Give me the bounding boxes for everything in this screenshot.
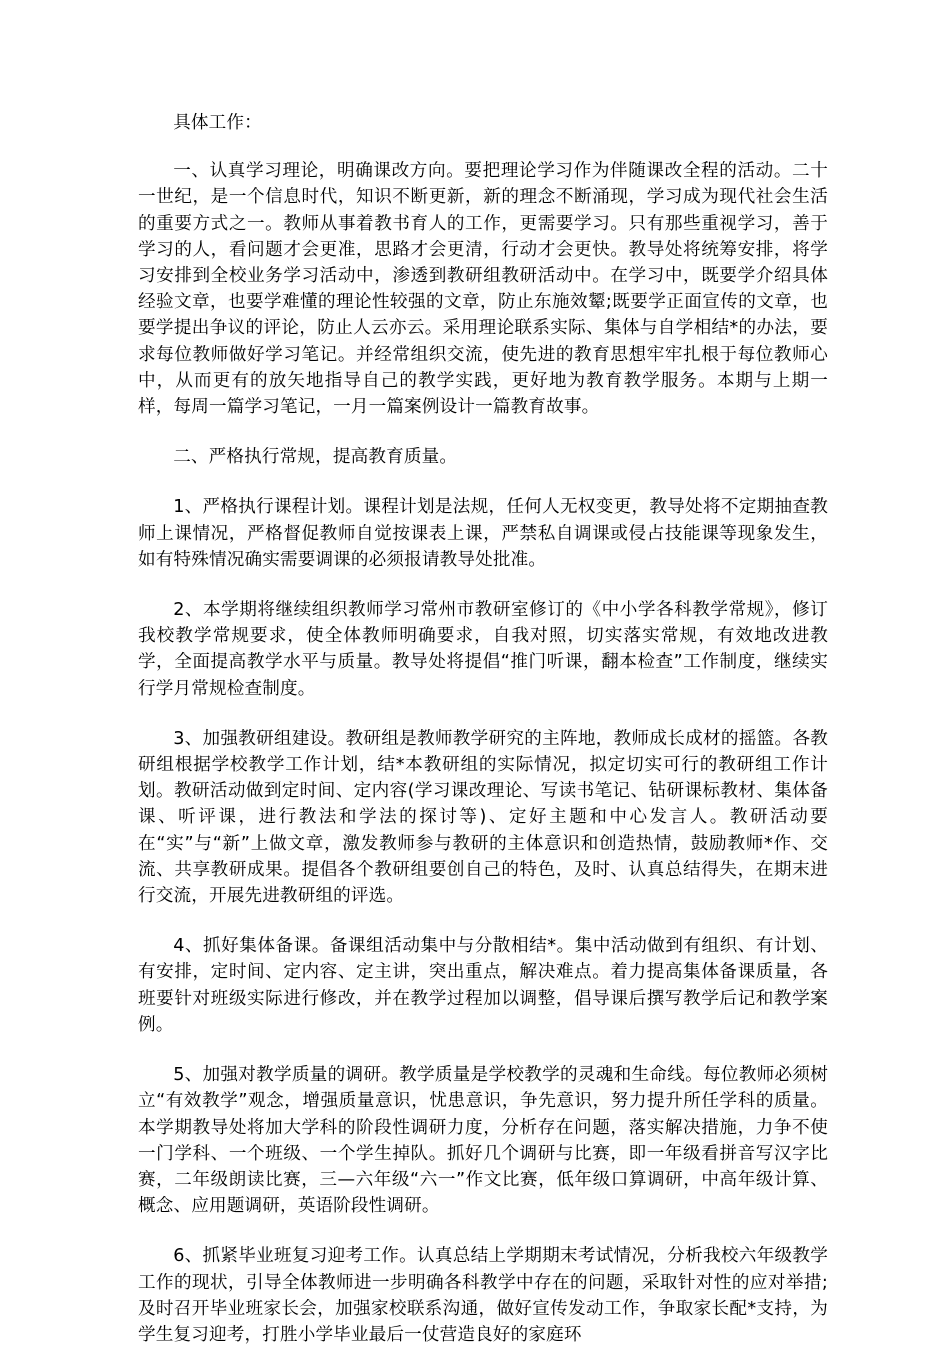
paragraph-item-5: 5、加强对教学质量的调研。教学质量是学校教学的灵魂和生命线。每位教师必须树立“有效教学”观念，增强质量意识，忧患意识，争先意识，努力提升所任学科的质量。本学期教导处将加大学科的阶段性调研力度，分析存在问题，落实解决措施，力争不使一门学科、一个班级、一个学生掉队。抓好几个调研与比赛，即一年级看拼音写汉字比赛，二年级朗读比赛，三—六年级“六一”作文比赛，低年级口算调研，中高年级计算、概念、应用题调研，英语阶段性调研。	[138, 1065, 828, 1217]
paragraph-item-1: 1、严格执行课程计划。课程计划是法规，任何人无权变更，教导处将不定期抽查教师上课情况，严格督促教师自觉按课表上课，严禁私自调课或侵占技能课等现象发生，如有特殊情况确实需要调课的必须报请教导处批准。	[138, 497, 828, 570]
document-page	[138, 110, 828, 1372]
paragraph-item-2: 2、本学期将继续组织教师学习常州市教研室修订的《中小学各科教学常规》，修订我校教学常规要求，使全体教师明确要求，自我对照，切实落实常规，有效地改进教学，全面提高教学水平与质量。教导处将提倡“推门听课，翻本检查”工作制度，继续实行学月常规检查制度。	[138, 600, 828, 699]
paragraph-routine-heading: 二、严格执行常规，提高教育质量。	[173, 447, 458, 468]
paragraph-item-4: 4、抓好集体备课。备课组活动集中与分散相结*。集中活动做到有组织、有计划、有安排，定时间、定内容、定主讲，突出重点，解决难点。着力提高集体备课质量，各班要针对班级实际进行修改，并在教学过程加以调整，倡导课后撰写教学后记和教学案例。	[138, 936, 828, 1035]
section-heading: 具体工作：	[173, 113, 262, 133]
paragraph-item-6: 6、抓紧毕业班复习迎考工作。认真总结上学期期末考试情况，分析我校六年级教学工作的现状，引导全体教师进一步明确各科教学中存在的问题，采取针对性的应对举措;及时召开毕业班家长会，加强家校联系沟通，做好宣传发动工作，争取家长配*支持，为学生复习迎考，打胜小学毕业最后一仗营造良好的家庭环	[138, 1246, 828, 1345]
paragraph-item-3: 3、加强教研组建设。教研组是教师教学研究的主阵地，教师成长成材的摇篮。各教研组根据学校教学工作计划，结*本教研组的实际情况，拟定切实可行的教研组工作计划。教研活动做到定时间、定内容(学习课改理论、写读书笔记、钻研课标教材、集体备课、听评课，进行教法和学法的探讨等)、定好主题和中心发言人。教研活动要在“实”与“新”上做文章，激发教师参与教研的主体意识和创造热情，鼓励教师*作、交流、共享教研成果。提倡各个教研组要创自己的特色，及时、认真总结得失，在期末进行交流，开展先进教研组的评选。	[138, 728, 828, 907]
paragraph-theory-study: 一、认真学习理论，明确课改方向。要把理论学习作为伴随课改全程的活动。二十一世纪，是一个信息时代，知识不断更新，新的理念不断涌现，学习成为现代社会生活的重要方式之一。教师从事着教书育人的工作，更需要学习。只有那些重视学习，善于学习的人，看问题才会更准，思路才会更清，行动才会更快。教导处将统筹安排，将学习安排到全校业务学习活动中，渗透到教研组教研活动中。在学习中，既要学介绍具体经验文章，也要学难懂的理论性较强的文章，防止东施效颦;既要学正面宣传的文章，也要学提出争议的评论，防止人云亦云。采用理论联系实际、集体与自学相结*的办法，要求每位教师做好学习笔记。并经常组织交流，使先进的教育思想牢牢扎根于每位教师心中，从而更有的放矢地指导自己的教学实践，更好地为教育教学服务。本期与上期一样，每周一篇学习笔记，一月一篇案例设计一篇教育故事。	[138, 161, 828, 418]
